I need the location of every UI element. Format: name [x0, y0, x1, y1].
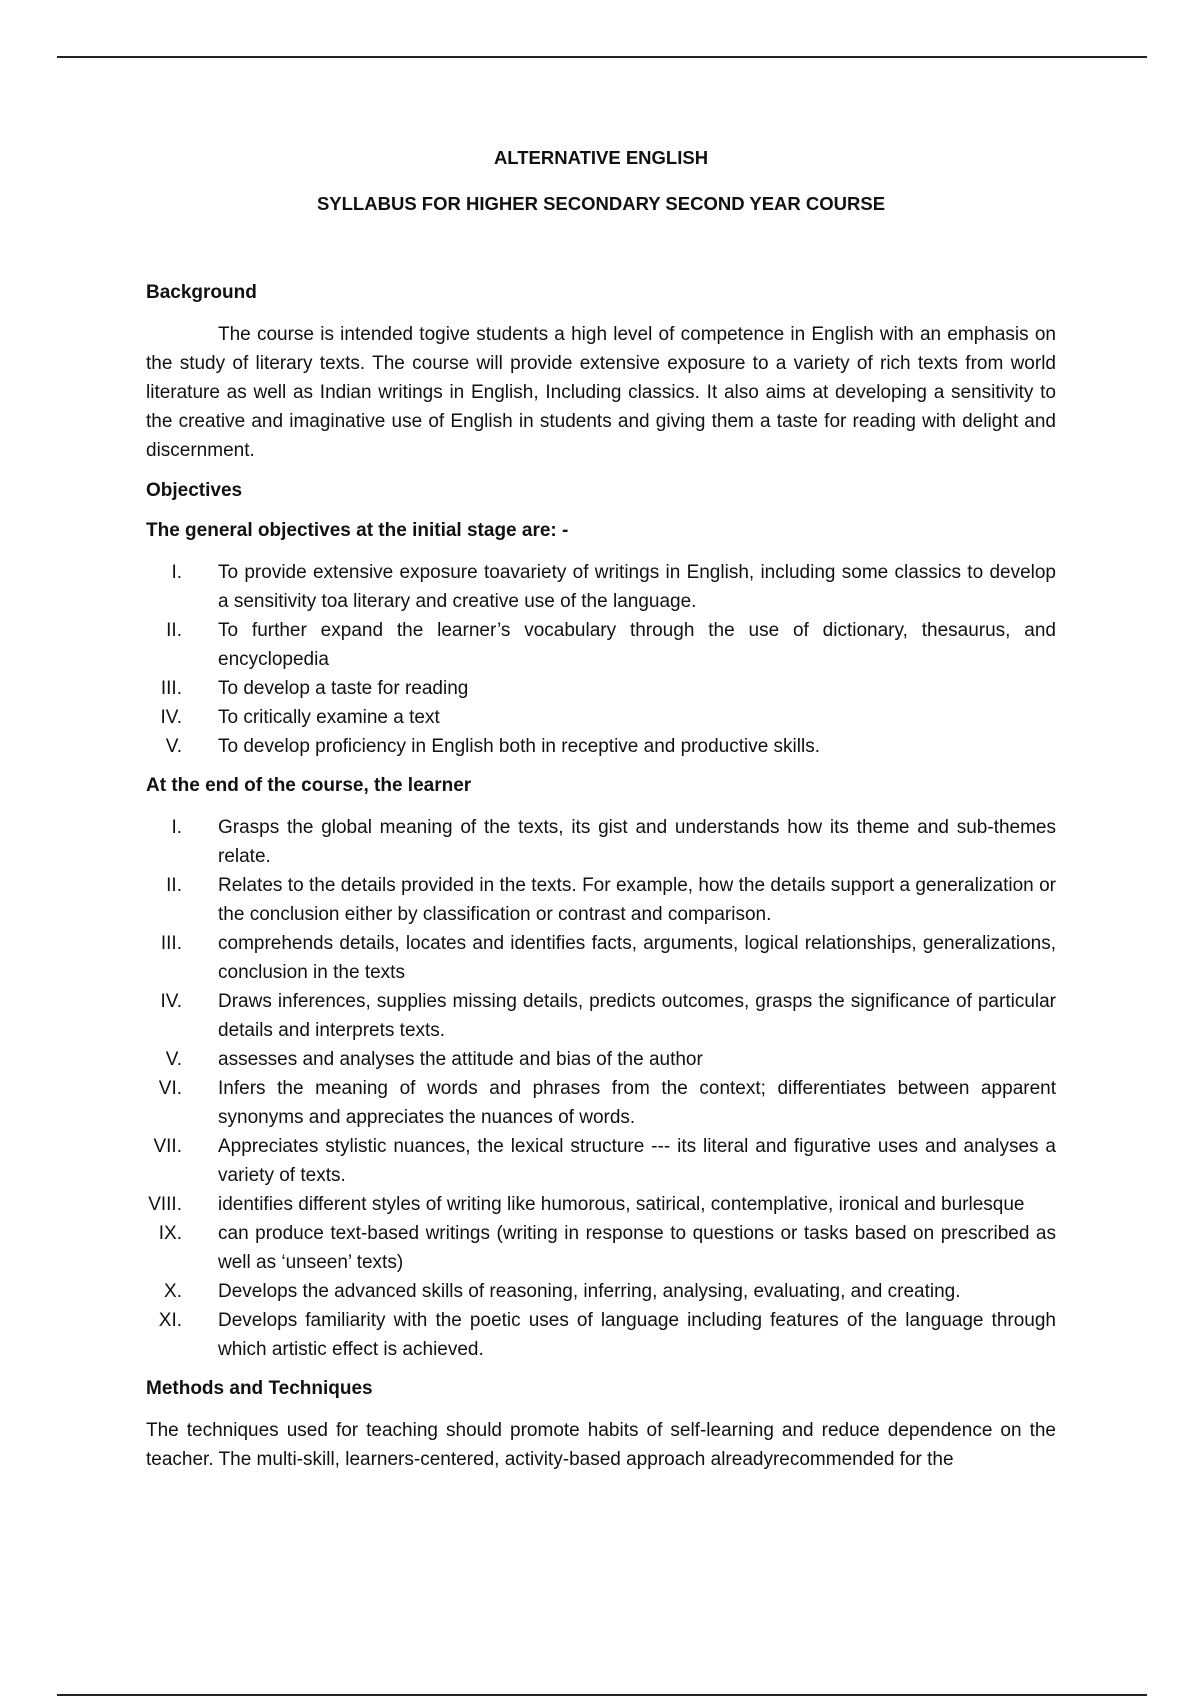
list-item-number: III. — [160, 678, 182, 699]
objectives-heading: Objectives — [146, 480, 243, 501]
list-item-text: Develops familiarity with the poetic uses of language including features of the language through which artistic effect is achieved. — [218, 1310, 1056, 1360]
methods-paragraph: The techniques used for teaching should promote habits of self-learning and reduce dependence on the teacher. The multi-skill, learners-centered, activity-based approach alreadyrecommended for the — [146, 1420, 1056, 1470]
list-item-number: III. — [160, 933, 182, 954]
list-item-text: To provide extensive exposure toavariety of writings in English, including some classics to develop a sensitivity toa literary and creative use of the language. — [218, 562, 1056, 612]
document-title: ALTERNATIVE ENGLISH — [493, 147, 709, 168]
background-paragraph: The course is intended togive students a high level of competence in English with an emphasis on the study of literary texts. The course will provide extensive exposure to a variety of rich texts from world literature as well as Indian writings in English, Including classics. It also aims at developing a sensitivity to the creative and imaginative use of English in students and giving them a taste for reading with delight and discernment. — [146, 324, 1056, 461]
list-item-text: To develop a taste for reading — [218, 678, 469, 699]
list-item — [146, 1045, 1056, 1074]
list-item-number: IV. — [160, 707, 182, 728]
document-page — [146, 146, 1056, 1487]
list-item-text: To critically examine a text — [218, 707, 440, 728]
list-item — [146, 674, 1056, 703]
list-item — [146, 1132, 1056, 1190]
outcomes-list — [146, 813, 1056, 1364]
list-item-number: VI. — [158, 1078, 182, 1099]
list-item — [146, 1219, 1056, 1277]
list-item — [146, 703, 1056, 732]
objectives-subheading: The general objectives at the initial stage are: - — [146, 520, 569, 541]
list-item-text: To further expand the learner’s vocabulary through the use of dictionary, thesaurus, and encyclopedia — [218, 620, 1056, 670]
background-heading: Background — [146, 282, 257, 303]
list-item-number: II. — [166, 620, 182, 641]
outcomes-heading: At the end of the course, the learner — [146, 775, 472, 796]
list-item — [146, 558, 1056, 616]
list-item — [146, 1074, 1056, 1132]
list-item — [146, 871, 1056, 929]
list-item-text: comprehends details, locates and identifies facts, arguments, logical relationships, generalizations, conclusion in the texts — [218, 933, 1056, 983]
list-item — [146, 929, 1056, 987]
list-item-number: IV. — [160, 991, 182, 1012]
list-item-text: Infers the meaning of words and phrases from the context; differentiates between apparent synonyms and appreciates the nuances of words. — [218, 1078, 1056, 1128]
bottom-rule — [57, 1694, 1147, 1696]
methods-heading: Methods and Techniques — [146, 1378, 373, 1399]
list-item-text: identifies different styles of writing like humorous, satirical, contemplative, ironical and burlesque — [218, 1194, 1025, 1215]
list-item-text: assesses and analyses the attitude and bias of the author — [218, 1049, 703, 1070]
list-item — [146, 1277, 1056, 1306]
list-item-number: V. — [165, 1049, 182, 1070]
objectives-list — [146, 558, 1056, 761]
list-item-number: XI. — [158, 1310, 182, 1331]
list-item — [146, 616, 1056, 674]
list-item — [146, 732, 1056, 761]
list-item — [146, 1306, 1056, 1364]
list-item-number: VIII. — [148, 1194, 182, 1215]
list-item-number: I. — [171, 817, 182, 838]
list-item-text: To develop proficiency in English both in receptive and productive skills. — [218, 736, 820, 757]
list-item-number: VII. — [153, 1136, 182, 1157]
list-item-text: Develops the advanced skills of reasoning, inferring, analysing, evaluating, and creating. — [218, 1281, 961, 1302]
list-item-text: Grasps the global meaning of the texts, its gist and understands how its theme and sub-themes relate. — [218, 817, 1056, 867]
top-rule — [57, 56, 1147, 58]
list-item-text: Relates to the details provided in the texts. For example, how the details support a generalization or the conclusion either by classification or contrast and comparison. — [218, 875, 1056, 925]
list-item-number: I. — [171, 562, 182, 583]
list-item-text: Draws inferences, supplies missing details, predicts outcomes, grasps the significance of particular details and interprets texts. — [218, 991, 1056, 1041]
list-item-number: V. — [165, 736, 182, 757]
list-item-number: II. — [166, 875, 182, 896]
document-subtitle: SYLLABUS FOR HIGHER SECONDARY SECOND YEAR COURSE — [316, 193, 886, 214]
list-item — [146, 1190, 1056, 1219]
list-item — [146, 813, 1056, 871]
list-item — [146, 987, 1056, 1045]
list-item-number: IX. — [158, 1223, 182, 1244]
list-item-number: X. — [164, 1281, 182, 1302]
list-item-text: Appreciates stylistic nuances, the lexical structure --- its literal and figurative uses and analyses a variety of texts. — [218, 1136, 1056, 1186]
list-item-text: can produce text-based writings (writing in response to questions or tasks based on prescribed as well as ‘unseen’ texts) — [218, 1223, 1056, 1273]
